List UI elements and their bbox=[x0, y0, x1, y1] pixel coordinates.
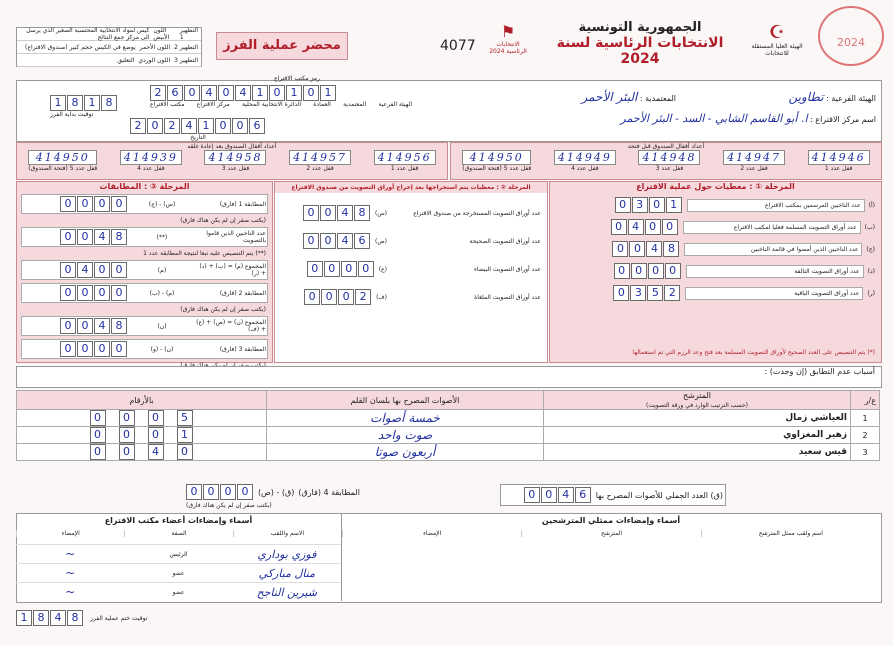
lock-number: 414950 bbox=[462, 150, 531, 165]
digit-cell: 0 bbox=[94, 285, 110, 301]
reps-columns bbox=[342, 530, 880, 537]
row-formula: (ن) bbox=[157, 322, 167, 330]
digit-cell: 0 bbox=[203, 484, 219, 500]
cand-name: العياشي زمال bbox=[544, 410, 851, 427]
lock-number: 414956 bbox=[374, 150, 436, 165]
cand-name: زهير المغزاوي bbox=[544, 427, 851, 444]
col-num: ع/ر bbox=[851, 391, 880, 410]
legend-row bbox=[17, 54, 201, 67]
lock-label: قفل عدد 3 bbox=[655, 165, 684, 172]
members-title: أسماء وإمضاءات أعضاء مكتب الاقتراع bbox=[104, 516, 253, 525]
digit-cell: 0 bbox=[186, 484, 202, 500]
legend-num: التظهير 2 bbox=[174, 43, 198, 51]
col-words: الأصوات المصرح بها بلسان القلم bbox=[267, 391, 544, 410]
row-key: (س) bbox=[374, 209, 387, 217]
cand-digits bbox=[17, 427, 267, 444]
stage2-row bbox=[281, 205, 541, 221]
digit-cell: 0 bbox=[119, 427, 135, 443]
row-digits bbox=[304, 289, 372, 305]
digit-cell: 0 bbox=[358, 261, 374, 277]
row-key: (ج) bbox=[866, 245, 875, 253]
stage3-row bbox=[21, 227, 268, 247]
lock-number: 414947 bbox=[723, 150, 785, 165]
digit-cell: 0 bbox=[320, 205, 336, 221]
member-row bbox=[16, 544, 341, 563]
members-columns bbox=[16, 530, 341, 537]
digit-cell: 0 bbox=[148, 410, 164, 426]
cand-words: خمسة أصوات bbox=[267, 410, 544, 427]
row-key: (أ) bbox=[868, 201, 875, 209]
row-formula: (ج) - (س) bbox=[148, 200, 176, 208]
row-label: عدد الناخبين المرسمين بمكتب الاقتراع bbox=[687, 199, 865, 212]
digit-cell: 0 bbox=[111, 341, 127, 357]
digit-cell: 0 bbox=[612, 241, 628, 257]
stage1-row bbox=[556, 197, 875, 213]
row-note: (يكتب صفر إن لم يكن هناك فارق) bbox=[180, 306, 266, 313]
digit-cell: 0 bbox=[77, 196, 93, 212]
code-sublabel: مكتب الاقتراع bbox=[150, 101, 185, 108]
digit-cell: 0 bbox=[60, 341, 76, 357]
digit-cell: 1 bbox=[666, 197, 682, 213]
row-key: (ب) bbox=[864, 223, 875, 231]
code-sublabel: المعتمدية bbox=[343, 101, 367, 108]
lock-label: قفل عدد 4 bbox=[571, 165, 599, 172]
digit-cell: 0 bbox=[90, 410, 106, 426]
end-time: 1 8 4 8 توقيت ختم عملية الفرز bbox=[16, 610, 147, 626]
center-field: اسم مركز الاقتراع : ا. أبو القاسم الشابي - السد - البئر الأحمر bbox=[620, 112, 876, 125]
stage3-section: المرحلة ③ : المطابقات المطابقة 1 (فارق) (ج) - (س) 0 0 0 0 (يكتب صفر إن لم يكن هناك فارق) عدد الناخبين الذين قاموا بالتصويت (**) 0 0 4 8 (**) يتم التنصيص عليه تبعا لنتيجة المطابقة عدد 1 المجموع (م) = (ب) + (د) + (ر) (م) 0 4 0 0 المطابقة 2 (فارق) (ب) - (م) 0 0 0 0 (يكتب صفر إن لم يكن هناك فارق) المجموع (ن) = (ص) + (ع) + (ف) (ن) 0 0 4 8 المطابقة 3 (فارق) (و) - (ن) 0 0 0 0 bbox=[16, 181, 273, 363]
digit-cell: 0 bbox=[177, 444, 193, 460]
stage2-row bbox=[281, 261, 541, 277]
digit-cell: 1 bbox=[177, 427, 193, 443]
digit-cell: 0 bbox=[237, 484, 253, 500]
digit-cell: 4 bbox=[201, 85, 217, 101]
code-sublabel: العمادة bbox=[313, 101, 331, 108]
member-name: فوزي بوداري bbox=[257, 547, 317, 561]
digit-cell: 0 bbox=[320, 233, 336, 249]
code-sublabel: الهيئة الفرعية bbox=[378, 101, 412, 108]
reps-title: أسماء وإمضاءات ممثلي المترشحين bbox=[541, 516, 681, 525]
member-name: شيرين الناجح bbox=[256, 585, 318, 599]
cand-num: 2 bbox=[851, 427, 880, 444]
digit-cell: 0 bbox=[665, 263, 681, 279]
lock-field bbox=[723, 150, 785, 172]
subcommission-field: الهيئة الفرعية : تطاوين bbox=[788, 90, 876, 104]
legend-num: التظهير 3 bbox=[174, 56, 198, 64]
digit-cell: 2 bbox=[664, 285, 680, 301]
match4: 0 0 0 0 (ص) - (ق) المطابقة 4 (فارق) bbox=[186, 484, 396, 500]
digit-cell: 4 bbox=[50, 610, 66, 626]
digit-cell: 4 bbox=[148, 444, 164, 460]
digit-cell: 0 bbox=[77, 285, 93, 301]
row-digits bbox=[60, 262, 128, 278]
stage2-section: المرحلة ② : معطيات يتم استخراجها بعد إخراج أوراق التصويت من صندوق الاقتراع عدد أوراق التصويت المستخرجة من صندوق الاقتراع (س) 0 0 4 8 عدد أوراق التصويت الصحيحة (ص) 0 0 4 6 عدد أوراق التصويت البيضاء (ع) 0 0 0 0 عدد أوراق التصويت الملغاة (ف) 0 0 0 2 bbox=[274, 181, 548, 363]
digit-cell: 0 bbox=[147, 118, 163, 134]
members-col: الإمضاء bbox=[16, 530, 124, 537]
start-time: 1 8 1 8 توقيت بداية الفرز bbox=[50, 95, 118, 118]
match4-note: (يكتب صفر إن لم يكن هناك فارق) bbox=[186, 502, 272, 509]
digit-cell: 4 bbox=[337, 205, 353, 221]
digit-cell: 3 bbox=[632, 197, 648, 213]
lock-field bbox=[808, 150, 870, 172]
row-label: المطابقة 1 (فارق) bbox=[219, 200, 266, 208]
form-title-box bbox=[216, 32, 348, 60]
digit-cell: 0 bbox=[220, 484, 236, 500]
republic-title: الجمهورية التونسية bbox=[578, 20, 702, 35]
digit-cell: 4 bbox=[94, 318, 110, 334]
digit-cell: 4 bbox=[235, 85, 251, 101]
digit-cell: 0 bbox=[611, 219, 627, 235]
digit-cell: 3 bbox=[630, 285, 646, 301]
digit-cell: 0 bbox=[303, 205, 319, 221]
lock-field bbox=[289, 150, 351, 172]
member-role: عضو bbox=[172, 588, 185, 596]
divider bbox=[341, 513, 342, 601]
row-formula: (**) bbox=[156, 233, 168, 241]
row-digits bbox=[20, 410, 263, 426]
row-label: المطابقة 3 (فارق) bbox=[219, 345, 266, 353]
digit-cell: 8 bbox=[663, 241, 679, 257]
row-digits bbox=[20, 427, 263, 443]
row-formula: (م) bbox=[157, 266, 167, 274]
stage3-row bbox=[21, 194, 268, 214]
form-number: 4077 bbox=[440, 38, 476, 54]
total-votes: (ق) العدد الجملي للأصوات المصرح بها 0 0 4 6 bbox=[500, 484, 726, 506]
digit-cell: 0 bbox=[629, 241, 645, 257]
reps-col: اسم ولقب ممثل المترشح bbox=[701, 530, 880, 537]
digit-cell: 0 bbox=[60, 318, 76, 334]
row-label: المجموع (م) = (ب) + (د) + (ر) bbox=[199, 263, 266, 277]
cand-words: أربعون صوتا bbox=[267, 444, 544, 461]
row-label: المطابقة 2 (فارق) bbox=[219, 289, 266, 297]
row-label: عدد أوراق التصويت البيضاء bbox=[473, 265, 541, 273]
lock-number: 414949 bbox=[554, 150, 616, 165]
row-label: عدد أوراق التصويت الصحيحة bbox=[469, 237, 541, 245]
cand-digits bbox=[17, 444, 267, 461]
digit-cell: 0 bbox=[613, 285, 629, 301]
lock-label: قفل عدد 2 bbox=[740, 165, 768, 172]
digit-cell: 1 bbox=[252, 85, 268, 101]
row-key: (ع) bbox=[378, 265, 387, 273]
row-key: (ص) bbox=[375, 237, 387, 245]
digit-cell: 0 bbox=[111, 285, 127, 301]
digit-cell: 0 bbox=[649, 197, 665, 213]
row-label: عدد أوراق التصويت الملغاة bbox=[474, 293, 541, 301]
digit-cell: 4 bbox=[646, 241, 662, 257]
form-title: محضر عملية الفرز bbox=[223, 38, 341, 53]
lock-label: قفل عدد 1 bbox=[390, 165, 419, 172]
member-row bbox=[16, 563, 341, 582]
row-formula: (ب) - (م) bbox=[149, 289, 175, 297]
member-row bbox=[16, 582, 341, 601]
digit-cell: 0 bbox=[541, 487, 557, 503]
row-digits bbox=[611, 219, 679, 235]
legend-color: اللون الأبيض bbox=[153, 27, 170, 41]
digit-cell: 0 bbox=[524, 487, 540, 503]
office-code-label: رمز مكتب الاقتراع bbox=[274, 75, 320, 82]
digit-cell: 1 bbox=[16, 610, 32, 626]
digit-cell: 0 bbox=[148, 427, 164, 443]
digit-cell: 0 bbox=[631, 263, 647, 279]
row-label: عدد أوراق التصويت المسلمة فعليا لمكتب الاقتراع bbox=[683, 221, 861, 234]
member-name: منال مباركي bbox=[258, 566, 315, 580]
lock-label: قفل عدد 3 bbox=[221, 165, 250, 172]
digit-cell: 0 bbox=[304, 289, 320, 305]
election-logo: ⚑ الانتخابات الرئاسية 2024 bbox=[487, 22, 529, 64]
digit-cell: 0 bbox=[119, 410, 135, 426]
legend-desc: يوضع في الكيس حجم كبير (صندوق الاقتراع) bbox=[25, 43, 136, 51]
stage2-row bbox=[281, 233, 541, 249]
digit-cell: 0 bbox=[77, 341, 93, 357]
lock-label: قفل عدد 5 (فتحة الصندوق) bbox=[462, 165, 532, 172]
row-label: عدد أوراق التصويت المستخرجة من صندوق الاقتراع bbox=[413, 209, 541, 217]
lock-label: قفل عدد 1 bbox=[824, 165, 853, 172]
stage3-row bbox=[21, 260, 268, 280]
digit-cell: 0 bbox=[218, 85, 234, 101]
lock-field bbox=[554, 150, 616, 172]
header-titles bbox=[540, 20, 740, 67]
lock-field bbox=[374, 150, 436, 172]
digit-cell: 1 bbox=[198, 118, 214, 134]
signature-mark: ~ bbox=[65, 585, 76, 599]
row-digits bbox=[613, 285, 681, 301]
digit-cell: 2 bbox=[150, 85, 166, 101]
lock-field bbox=[28, 150, 97, 172]
digit-cell: 4 bbox=[558, 487, 574, 503]
digit-cell: 0 bbox=[119, 444, 135, 460]
digit-cell: 1 bbox=[320, 85, 336, 101]
digit-cell: 5 bbox=[177, 410, 193, 426]
lock-number: 414948 bbox=[638, 150, 700, 165]
lock-number: 414957 bbox=[289, 150, 351, 165]
lock-number: 414958 bbox=[204, 150, 266, 165]
digit-cell: 8 bbox=[67, 610, 83, 626]
digit-cell: 8 bbox=[111, 229, 127, 245]
digit-cell: 0 bbox=[615, 197, 631, 213]
row-label: عدد الناخبين الذين قاموا بالتصويت bbox=[206, 230, 266, 244]
row-digits bbox=[60, 341, 128, 357]
members-col: الصفة bbox=[124, 530, 232, 537]
row-digits bbox=[614, 263, 682, 279]
stage1-row bbox=[556, 263, 875, 279]
row-label: عدد أوراق التصويت التالفة bbox=[686, 265, 864, 278]
row-digits bbox=[60, 318, 128, 334]
row-label: عدد أوراق التصويت الباقية bbox=[685, 287, 863, 300]
digit-cell: 4 bbox=[628, 219, 644, 235]
digit-cell: 4 bbox=[94, 229, 110, 245]
cand-num: 3 bbox=[851, 444, 880, 461]
digit-cell: 2 bbox=[130, 118, 146, 134]
digit-cell: 0 bbox=[184, 85, 200, 101]
digit-cell: 8 bbox=[67, 95, 83, 111]
digit-cell: 0 bbox=[94, 262, 110, 278]
digit-cell: 8 bbox=[33, 610, 49, 626]
row-digits bbox=[60, 196, 128, 212]
row-digits bbox=[60, 229, 128, 245]
digit-cell: 0 bbox=[321, 289, 337, 305]
delegation-field: المعتمدية : البئر الأحمر bbox=[581, 90, 676, 104]
row-note: (يكتب صفر إن لم يكن هناك فارق) bbox=[180, 217, 266, 224]
signature-mark: ~ bbox=[65, 547, 76, 561]
date-field: 2 0 2 4 1 0 0 6 التاريخ bbox=[130, 118, 266, 141]
lock-label: قفل عدد 5 (فتحة الصندوق) bbox=[28, 165, 98, 172]
cand-num: 1 bbox=[851, 410, 880, 427]
code-sublabel: الدائرة الانتخابية المحلية bbox=[241, 101, 302, 108]
digit-cell: 0 bbox=[60, 196, 76, 212]
election-title: الانتخابات الرئاسية لسنة 2024 bbox=[556, 35, 724, 67]
member-role: الرئيس bbox=[169, 550, 188, 558]
digit-cell: 8 bbox=[354, 205, 370, 221]
reps-col: الإمضاء bbox=[342, 530, 521, 537]
tunisia-flag-icon: ☪ bbox=[768, 22, 786, 43]
candidate-row bbox=[17, 427, 880, 444]
stage3-row bbox=[21, 316, 268, 336]
digit-cell: 0 bbox=[648, 263, 664, 279]
digit-cell: 4 bbox=[77, 262, 93, 278]
digit-cell: 0 bbox=[90, 444, 106, 460]
member-role: عضو bbox=[172, 569, 185, 577]
row-digits bbox=[612, 241, 680, 257]
row-key: (ف) bbox=[376, 293, 387, 301]
digit-cell: 0 bbox=[324, 261, 340, 277]
cand-digits bbox=[17, 410, 267, 427]
mismatch-reasons: أسباب عدم التطابق (إن وجدت) : bbox=[16, 366, 882, 388]
stage3-row bbox=[21, 283, 268, 303]
legend-color: اللون الوردي bbox=[138, 56, 171, 64]
digit-cell: 6 bbox=[354, 233, 370, 249]
digit-cell: 0 bbox=[60, 262, 76, 278]
lock-field bbox=[462, 150, 531, 172]
cand-words: صوت واحد bbox=[267, 427, 544, 444]
legend-desc: كيس لمواد الانتخابية المحتسبة الصغير الذي يرسل الى مركز جمع النتائج bbox=[26, 27, 150, 41]
stage1-row bbox=[556, 219, 875, 235]
digit-cell: 0 bbox=[338, 289, 354, 305]
digit-cell: 0 bbox=[90, 427, 106, 443]
col-digits: بالأرقام bbox=[17, 391, 267, 410]
members-col: الاسم واللقب bbox=[233, 530, 341, 537]
locks-before-box: أعداد أقفال الصندوق قبل فتحه 414950 قفل عدد 5 (فتحة الصندوق) 414949 قفل عدد 4 414948 قفل عدد 3 414947 قفل عدد 2 414946 قفل عدد 1 bbox=[450, 142, 882, 180]
stage1-section: المرحلة ① : معطيات حول عملية الاقتراع (أ) عدد الناخبين المرسمين بمكتب الاقتراع 0 3 0 1 (ب) عدد أوراق التصويت المسلمة فعليا لمكتب الاقتراع 0 4 0 0 (ج) عدد الناخبين الذين أمضوا في قائمة الناخبين 0 0 4 8 (د) عدد أوراق التصويت التالفة 0 0 0 0 (ر) عدد أوراق التصويت الباقية 0 3 5 2 (*) يتم التنصيص على العدد الصحيح لأوراق التصويت المسلمة بعد فتح وعد الرزم التي تم استعمالها bbox=[549, 181, 882, 363]
lock-number: 414939 bbox=[120, 150, 182, 165]
digit-cell: 0 bbox=[269, 85, 285, 101]
col-name: المترشح bbox=[683, 391, 711, 400]
row-formula: (و) - (ن) bbox=[150, 345, 174, 353]
isie-logo: ☪ الهيئة العليا المستقلة للانتخابات bbox=[748, 22, 806, 62]
legend-desc: التعليق bbox=[117, 56, 135, 64]
lock-label: قفل عدد 2 bbox=[306, 165, 334, 172]
row-label: عدد الناخبين الذين أمضوا في قائمة الناخبين bbox=[684, 243, 862, 256]
legend-box bbox=[16, 27, 202, 67]
digit-cell: 8 bbox=[111, 318, 127, 334]
digit-cell: 0 bbox=[94, 341, 110, 357]
lock-label: قفل عدد 4 bbox=[137, 165, 165, 172]
legend-num: التظهير 1 bbox=[179, 27, 199, 41]
cand-name: قيس سعيد bbox=[544, 444, 851, 461]
candidates-table: ع/ر المترشح (حسب الترتيب الوارد في ورقة التصويت) الأصوات المصرح بها بلسان القلم بالأرقام 1 العياشي زمال خمسة أصوات 0 0 0 5 2 زهير المغزاوي صوت واحد 0 0 0 1 3 قيس سعيد أربعون صوتا 0 0 4 0 bbox=[16, 390, 880, 461]
digit-cell: 8 bbox=[101, 95, 117, 111]
digit-cell: 0 bbox=[60, 285, 76, 301]
row-digits bbox=[20, 444, 263, 460]
lock-field bbox=[638, 150, 700, 172]
digit-cell: 2 bbox=[355, 289, 371, 305]
digit-cell: 0 bbox=[94, 196, 110, 212]
locks-after-box: أعداد أقفال الصندوق بعد إعادة غلقه 414950 قفل عدد 5 (فتحة الصندوق) 414939 قفل عدد 4 414958 قفل عدد 3 414957 قفل عدد 2 414956 قفل عدد 1 bbox=[16, 142, 448, 180]
candidate-row bbox=[17, 444, 880, 461]
signature-mark: ~ bbox=[65, 566, 76, 580]
legend-row bbox=[17, 41, 201, 54]
reps-col: المترشح bbox=[521, 530, 700, 537]
digit-cell: 0 bbox=[111, 262, 127, 278]
lock-field bbox=[120, 150, 182, 172]
row-digits bbox=[615, 197, 683, 213]
digit-cell: 0 bbox=[111, 196, 127, 212]
stage1-row bbox=[556, 285, 875, 301]
digit-cell: 0 bbox=[645, 219, 661, 235]
members-rows bbox=[16, 544, 341, 601]
lock-number: 414950 bbox=[28, 150, 97, 165]
digit-cell: 0 bbox=[60, 229, 76, 245]
digit-cell: 1 bbox=[286, 85, 302, 101]
digit-cell: 0 bbox=[215, 118, 231, 134]
digit-cell: 4 bbox=[181, 118, 197, 134]
digit-cell: 0 bbox=[307, 261, 323, 277]
flag-icon: ⚑ bbox=[500, 22, 516, 41]
code-sublabel: مركز الاقتراع bbox=[196, 101, 230, 108]
digit-cell: 0 bbox=[614, 263, 630, 279]
digit-cell: 0 bbox=[77, 229, 93, 245]
digit-cell: 0 bbox=[662, 219, 678, 235]
row-digits bbox=[60, 285, 128, 301]
row-key: (ر) bbox=[867, 289, 875, 297]
digit-cell: 4 bbox=[337, 233, 353, 249]
legend-color: اللون الأحمر bbox=[139, 43, 171, 51]
stage2-row bbox=[281, 289, 541, 305]
office-code bbox=[150, 85, 412, 108]
digit-cell: 6 bbox=[249, 118, 265, 134]
digit-cell: 6 bbox=[575, 487, 591, 503]
digit-cell: 0 bbox=[303, 233, 319, 249]
digit-cell: 0 bbox=[232, 118, 248, 134]
digit-cell: 1 bbox=[50, 95, 66, 111]
digit-cell: 0 bbox=[341, 261, 357, 277]
row-label: المجموع (ن) = (ص) + (ع) + (ف) bbox=[196, 319, 266, 333]
row-digits bbox=[307, 261, 375, 277]
stamp: 2024 bbox=[818, 6, 884, 66]
stage1-row bbox=[556, 241, 875, 257]
digit-cell: 0 bbox=[303, 85, 319, 101]
row-key: (د) bbox=[867, 267, 875, 275]
office-code-digits bbox=[150, 85, 412, 101]
digit-cell: 5 bbox=[647, 285, 663, 301]
digit-cell: 6 bbox=[167, 85, 183, 101]
digit-cell: 1 bbox=[84, 95, 100, 111]
digit-cell: 0 bbox=[77, 318, 93, 334]
candidate-row bbox=[17, 410, 880, 427]
stage3-row bbox=[21, 339, 268, 359]
row-digits bbox=[303, 205, 371, 221]
lock-number: 414946 bbox=[808, 150, 870, 165]
row-digits bbox=[303, 233, 371, 249]
row-note: (**) يتم التنصيص عليه تبعا لنتيجة المطابقة عدد 1 bbox=[143, 250, 266, 257]
digit-cell: 2 bbox=[164, 118, 180, 134]
legend-row bbox=[17, 28, 201, 41]
lock-field bbox=[204, 150, 266, 172]
